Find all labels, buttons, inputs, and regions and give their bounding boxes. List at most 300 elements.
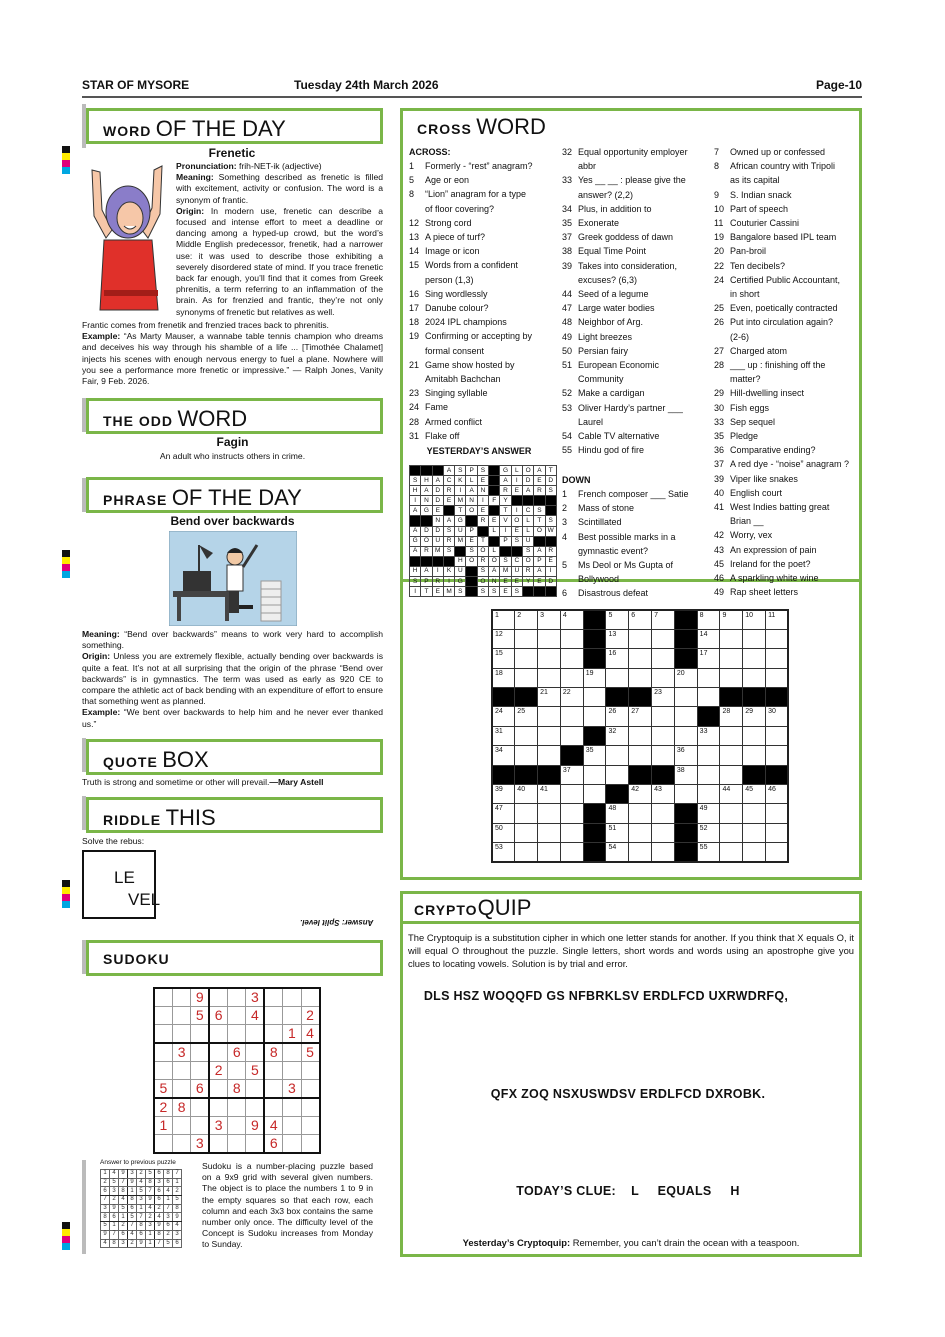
sudoku-cell[interactable] xyxy=(301,1061,319,1079)
crossword-cell[interactable]: 53 xyxy=(492,843,515,862)
crossword-cell[interactable]: 37 xyxy=(560,765,583,784)
crossword-cell[interactable] xyxy=(515,629,538,648)
clue-item xyxy=(409,230,533,244)
sudoku-cell[interactable] xyxy=(154,1061,172,1079)
answer-cell: D xyxy=(545,476,556,486)
sudoku-cell[interactable] xyxy=(283,988,301,1006)
sudoku-cell[interactable] xyxy=(154,1134,172,1152)
crossword-cell[interactable]: 51 xyxy=(606,823,629,842)
crossword-cell[interactable] xyxy=(652,823,675,842)
sudoku-cell[interactable]: 5 xyxy=(154,1079,172,1097)
clue-number: 15 xyxy=(409,260,420,271)
crossword-cell[interactable] xyxy=(629,726,652,745)
crossword-cell[interactable] xyxy=(515,843,538,862)
crossword-cell[interactable] xyxy=(560,726,583,745)
sudoku-cell[interactable] xyxy=(154,988,172,1006)
answer-cell: K xyxy=(443,566,454,576)
sudoku-cell[interactable] xyxy=(209,1079,227,1097)
sudoku-cell[interactable] xyxy=(228,988,246,1006)
sudoku-cell[interactable] xyxy=(191,1061,209,1079)
sudoku-cell[interactable] xyxy=(246,1098,264,1116)
crossword-cell[interactable]: 22 xyxy=(560,688,583,707)
sudoku-cell[interactable] xyxy=(228,1116,246,1134)
sudoku-cell[interactable] xyxy=(172,1006,190,1024)
answer-cell xyxy=(421,516,432,526)
clue-text: gymnastic event? xyxy=(578,545,649,556)
clue-item xyxy=(562,301,688,315)
sudoku-cell[interactable]: 8 xyxy=(172,1098,190,1116)
crossword-cell[interactable]: 35 xyxy=(583,746,606,765)
header-big: BOX xyxy=(162,747,209,772)
crossword-cell[interactable] xyxy=(606,746,629,765)
crossword-cell[interactable]: 29 xyxy=(743,707,766,726)
sudoku-cell[interactable] xyxy=(191,1116,209,1134)
sudoku-cell[interactable] xyxy=(172,988,190,1006)
crossword-cell[interactable]: 13 xyxy=(606,629,629,648)
crossword-cell[interactable]: 44 xyxy=(720,785,743,804)
crossword-cell[interactable] xyxy=(515,726,538,745)
sudoku-cell[interactable]: 5 xyxy=(246,1061,264,1079)
crossword-cell[interactable] xyxy=(560,649,583,668)
crossword-cell[interactable]: 45 xyxy=(743,785,766,804)
sudoku-cell[interactable]: 3 xyxy=(209,1116,227,1134)
crossword-cell[interactable] xyxy=(560,785,583,804)
crossword-cell[interactable] xyxy=(652,746,675,765)
black-square xyxy=(583,823,606,842)
crossword-cell[interactable] xyxy=(743,629,766,648)
sudoku-cell[interactable] xyxy=(191,1043,209,1061)
answer-cell xyxy=(466,577,477,587)
sudoku-cell[interactable] xyxy=(246,1079,264,1097)
clue-number: 37 xyxy=(714,459,725,470)
clue-item xyxy=(562,315,688,329)
sudoku-cell[interactable] xyxy=(228,1025,246,1043)
crossword-cell[interactable] xyxy=(560,668,583,687)
crossword-cell[interactable] xyxy=(538,668,561,687)
crossword-row xyxy=(492,765,788,784)
crossword-cell[interactable] xyxy=(538,707,561,726)
sudoku-cell[interactable] xyxy=(154,1025,172,1043)
crossword-cell[interactable] xyxy=(766,746,789,765)
crossword-cell[interactable] xyxy=(560,823,583,842)
answer-cell: E xyxy=(545,556,556,566)
header-small: CRYPTO xyxy=(414,902,478,918)
crossword-cell[interactable]: 33 xyxy=(697,726,720,745)
crossword-cell[interactable]: 24 xyxy=(492,707,515,726)
sudoku-description: Sudoku is a number-placing puzzle based on a 9x9 grid with several given numbers. The object is to place the numbers 1 to 9 in the empty squares so that each row, each column and each 3x3 box contains the same number only once. The difficulty level of the Concept is Sudoku increases from Monday to Sunday. xyxy=(202,1161,373,1250)
sudoku-cell[interactable] xyxy=(172,1116,190,1134)
header-small: QUOTE xyxy=(103,754,158,770)
crossword-cell[interactable] xyxy=(652,668,675,687)
crossword-cell[interactable] xyxy=(697,746,720,765)
crossword-cell[interactable]: 18 xyxy=(492,668,515,687)
crossword-cell[interactable] xyxy=(674,726,697,745)
sudoku-cell[interactable] xyxy=(209,1025,227,1043)
sudoku-cell[interactable]: 9 xyxy=(246,1116,264,1134)
clue-item xyxy=(714,486,849,500)
crossword-cell[interactable] xyxy=(743,823,766,842)
crossword-cell[interactable]: 50 xyxy=(492,823,515,842)
sudoku-cell[interactable] xyxy=(246,1043,264,1061)
crossword-cell[interactable] xyxy=(720,649,743,668)
answer-cell: O xyxy=(466,556,477,566)
crossword-cell[interactable] xyxy=(629,668,652,687)
crossword-cell[interactable] xyxy=(652,843,675,862)
crossword-cell[interactable]: 17 xyxy=(697,649,720,668)
crossword-cell[interactable]: 34 xyxy=(492,746,515,765)
clue-item xyxy=(562,273,688,287)
registration-mark xyxy=(62,550,70,557)
crossword-cell[interactable]: 42 xyxy=(629,785,652,804)
crossword-cell[interactable] xyxy=(560,629,583,648)
crossword-cell[interactable] xyxy=(743,804,766,823)
clue-item xyxy=(714,188,849,202)
answer-cell: M xyxy=(432,546,443,556)
sudoku-cell[interactable] xyxy=(264,1061,282,1079)
crossword-cell[interactable] xyxy=(515,823,538,842)
sudoku-cell[interactable]: 6 xyxy=(228,1043,246,1061)
crossword-cell[interactable] xyxy=(720,804,743,823)
sudoku-cell[interactable] xyxy=(209,988,227,1006)
sudoku-cell[interactable] xyxy=(301,1079,319,1097)
crossword-cell[interactable] xyxy=(538,746,561,765)
clue-number: 4 xyxy=(562,531,568,542)
crossword-cell[interactable] xyxy=(583,707,606,726)
crossword-cell[interactable] xyxy=(743,843,766,862)
answer-cell: S xyxy=(443,546,454,556)
crossword-cell[interactable] xyxy=(652,804,675,823)
crossword-cell[interactable] xyxy=(766,649,789,668)
crossword-cell[interactable]: 30 xyxy=(766,707,789,726)
black-square xyxy=(674,610,697,629)
clue-item xyxy=(562,429,688,443)
answer-cell: S xyxy=(511,536,522,546)
crossword-cell[interactable] xyxy=(697,785,720,804)
crossword-cell[interactable] xyxy=(629,629,652,648)
sudoku-cell[interactable] xyxy=(264,1098,282,1116)
crossword-cell[interactable] xyxy=(515,668,538,687)
crossword-cell[interactable] xyxy=(652,649,675,668)
crossword-cell[interactable] xyxy=(766,823,789,842)
masthead xyxy=(82,76,862,98)
clue-number: 6 xyxy=(562,588,568,599)
crossword-cell[interactable] xyxy=(629,843,652,862)
crossword-cell[interactable] xyxy=(652,707,675,726)
clue-item xyxy=(714,571,849,585)
crossword-row xyxy=(492,823,788,842)
crossword-cell[interactable] xyxy=(674,707,697,726)
crossword-cell[interactable]: 8 xyxy=(697,610,720,629)
crossword-cell[interactable]: 21 xyxy=(538,688,561,707)
crossword-cell[interactable] xyxy=(583,688,606,707)
crossword-cell[interactable] xyxy=(766,668,789,687)
crossword-cell[interactable]: 1 xyxy=(492,610,515,629)
clue-item xyxy=(714,202,849,216)
clue-item xyxy=(562,173,688,187)
crossword-cell[interactable]: 5 xyxy=(606,610,629,629)
crossword-cell[interactable] xyxy=(538,843,561,862)
crossword-cell[interactable] xyxy=(720,765,743,784)
answer-cell: S xyxy=(410,476,421,486)
sudoku-cell[interactable] xyxy=(246,1134,264,1152)
sudoku-cell[interactable]: 9 xyxy=(191,988,209,1006)
crossword-cell[interactable]: 25 xyxy=(515,707,538,726)
crossword-cell[interactable] xyxy=(766,843,789,862)
crossword-cell[interactable] xyxy=(515,746,538,765)
answer-row xyxy=(410,526,557,536)
sudoku-cell[interactable]: 2 xyxy=(301,1006,319,1024)
crossword-cell[interactable]: 41 xyxy=(538,785,561,804)
crossword-cell[interactable]: 40 xyxy=(515,785,538,804)
crossword-cell[interactable] xyxy=(743,746,766,765)
sudoku-cell[interactable]: 4 xyxy=(301,1025,319,1043)
clue-item xyxy=(562,188,688,202)
sudoku-cell[interactable]: 8 xyxy=(264,1043,282,1061)
sudoku-cell[interactable]: 3 xyxy=(283,1079,301,1097)
sudoku-cell[interactable]: 2 xyxy=(154,1098,172,1116)
crossword-cell[interactable] xyxy=(515,804,538,823)
crossword-cell[interactable]: 26 xyxy=(606,707,629,726)
crossword-cell[interactable] xyxy=(766,726,789,745)
sudoku-cell: 3 xyxy=(155,1178,164,1187)
sudoku-row xyxy=(101,1178,182,1187)
crossword-cell[interactable]: 14 xyxy=(697,629,720,648)
sudoku-cell[interactable] xyxy=(264,1006,282,1024)
crossword-cell[interactable]: 36 xyxy=(674,746,697,765)
sudoku-cell[interactable] xyxy=(172,1079,190,1097)
crossword-cell[interactable]: 6 xyxy=(629,610,652,629)
crossword-cell[interactable] xyxy=(629,804,652,823)
sudoku-cell[interactable] xyxy=(264,1079,282,1097)
sudoku-cell[interactable] xyxy=(228,1134,246,1152)
answer-cell: D xyxy=(522,476,533,486)
crossword-cell[interactable]: 32 xyxy=(606,726,629,745)
crossword-cell[interactable] xyxy=(560,707,583,726)
sudoku-cell[interactable] xyxy=(283,1116,301,1134)
crossword-cell[interactable] xyxy=(538,726,561,745)
crossword-cell[interactable]: 11 xyxy=(766,610,789,629)
yesterday-crossword-grid xyxy=(409,465,557,597)
crossword-cell[interactable] xyxy=(720,843,743,862)
crossword-cell[interactable] xyxy=(515,649,538,668)
sudoku-cell[interactable]: 5 xyxy=(301,1043,319,1061)
registration-mark xyxy=(62,880,70,887)
answer-cell: U xyxy=(522,536,533,546)
sudoku-cell[interactable] xyxy=(301,988,319,1006)
answer-cell: I xyxy=(511,476,522,486)
clue-number: 16 xyxy=(409,288,420,299)
sudoku-cell[interactable] xyxy=(154,1006,172,1024)
answer-cell xyxy=(545,536,556,546)
crossword-cell[interactable] xyxy=(697,668,720,687)
crossword-cell[interactable]: 49 xyxy=(697,804,720,823)
crossword-cell[interactable] xyxy=(743,668,766,687)
crossword-cell[interactable] xyxy=(538,823,561,842)
crossword-cell[interactable]: 7 xyxy=(652,610,675,629)
sudoku-cell[interactable] xyxy=(283,1006,301,1024)
crossword-cell[interactable] xyxy=(583,765,606,784)
clue-number: 42 xyxy=(714,530,725,541)
sudoku-cell[interactable] xyxy=(246,1025,264,1043)
crossword-cell[interactable] xyxy=(560,843,583,862)
clue-item xyxy=(562,344,688,358)
crossword-cell[interactable]: 28 xyxy=(720,707,743,726)
crossword-cell[interactable] xyxy=(652,629,675,648)
origin-text: Unless you are extremely flexible, actually bending over backwards is quite a feat. It’s not at all surprising that the origin of the phrase “Bend over backwards” is in gymnastics. The term was used as early as 920 CE to compare the athletic act of back bending with an expenditure of effort to ensure that something went as planned. xyxy=(82,651,383,707)
answer-cell: N xyxy=(466,496,477,506)
crossword-cell[interactable] xyxy=(538,649,561,668)
black-square xyxy=(674,804,697,823)
crossword-cell[interactable]: 47 xyxy=(492,804,515,823)
crossword-cell[interactable] xyxy=(538,629,561,648)
crossword-cell[interactable] xyxy=(606,668,629,687)
sudoku-cell[interactable] xyxy=(172,1134,190,1152)
crossword-cell[interactable]: 3 xyxy=(538,610,561,629)
answer-cell: D xyxy=(545,577,556,587)
sudoku-cell[interactable] xyxy=(283,1043,301,1061)
sudoku-cell[interactable] xyxy=(264,988,282,1006)
clue-number: 8 xyxy=(714,161,720,172)
sudoku-cell: 5 xyxy=(173,1196,182,1205)
crossword-cell[interactable]: 2 xyxy=(515,610,538,629)
crossword-cell[interactable] xyxy=(606,765,629,784)
sudoku-cell[interactable]: 8 xyxy=(228,1079,246,1097)
crossword-cell[interactable]: 43 xyxy=(652,785,675,804)
sudoku-cell[interactable] xyxy=(209,1098,227,1116)
crossword-cell[interactable]: 46 xyxy=(766,785,789,804)
answer-cell: P xyxy=(466,526,477,536)
sudoku-cell[interactable] xyxy=(301,1134,319,1152)
answer-cell: S xyxy=(477,466,488,476)
answer-cell: A xyxy=(443,466,454,476)
sudoku-cell[interactable] xyxy=(191,1025,209,1043)
sudoku-cell[interactable] xyxy=(228,1061,246,1079)
crossword-cell[interactable]: 52 xyxy=(697,823,720,842)
crossword-cell[interactable]: 23 xyxy=(652,688,675,707)
meaning-text: Something described as frenetic is filled with excitement, activity or confusion. The word is a synonym of frantic. xyxy=(176,172,383,205)
crossword-cell[interactable] xyxy=(743,649,766,668)
sudoku-cell[interactable]: 3 xyxy=(191,1134,209,1152)
crossword-cell[interactable]: 48 xyxy=(606,804,629,823)
crossword-cell[interactable] xyxy=(652,726,675,745)
crossword-cell[interactable]: 54 xyxy=(606,843,629,862)
crossword-cell[interactable] xyxy=(697,765,720,784)
sudoku-cell[interactable] xyxy=(154,1043,172,1061)
answer-cell xyxy=(421,556,432,566)
sudoku-cell[interactable]: 4 xyxy=(264,1116,282,1134)
crossword-cell[interactable] xyxy=(720,823,743,842)
crossword-cell[interactable] xyxy=(674,688,697,707)
registration-mark xyxy=(62,901,70,908)
crossword-cell[interactable]: 10 xyxy=(743,610,766,629)
sudoku-cell[interactable] xyxy=(283,1061,301,1079)
sudoku-cell[interactable]: 6 xyxy=(209,1006,227,1024)
sudoku-cell[interactable] xyxy=(209,1134,227,1152)
sudoku-cell[interactable] xyxy=(172,1025,190,1043)
crossword-cell[interactable] xyxy=(697,688,720,707)
answer-cell: E xyxy=(489,516,500,526)
sudoku-cell: 7 xyxy=(101,1196,110,1205)
crossword-cell[interactable] xyxy=(766,804,789,823)
crossword-cell[interactable]: 4 xyxy=(560,610,583,629)
sudoku-cell[interactable]: 3 xyxy=(246,988,264,1006)
crossword-cell[interactable] xyxy=(583,785,606,804)
crossword-cell[interactable]: 39 xyxy=(492,785,515,804)
crossword-cell[interactable] xyxy=(743,726,766,745)
crossword-cell[interactable]: 38 xyxy=(674,765,697,784)
crossword-cell[interactable] xyxy=(766,629,789,648)
crossword-cell[interactable]: 15 xyxy=(492,649,515,668)
answer-cell: R xyxy=(443,536,454,546)
answer-cell xyxy=(522,496,533,506)
crossword-cell[interactable] xyxy=(720,746,743,765)
crossword-cell[interactable]: 55 xyxy=(697,843,720,862)
registration-mark xyxy=(62,1243,70,1250)
answer-cell: E xyxy=(477,476,488,486)
clue-text: Rap sheet letters xyxy=(730,587,799,598)
crossword-row xyxy=(492,726,788,745)
sudoku-cell[interactable] xyxy=(264,1025,282,1043)
sudoku-cell[interactable]: 4 xyxy=(246,1006,264,1024)
sudoku-cell[interactable] xyxy=(283,1098,301,1116)
crossword-cell[interactable] xyxy=(560,804,583,823)
sudoku-cell[interactable] xyxy=(228,1006,246,1024)
crossword-cell[interactable]: 9 xyxy=(720,610,743,629)
sudoku-cell[interactable]: 1 xyxy=(283,1025,301,1043)
crossword-cell[interactable] xyxy=(629,823,652,842)
clue-item xyxy=(562,586,689,600)
clue-text: Couturier Cassini xyxy=(730,218,800,229)
sudoku-cell[interactable] xyxy=(209,1043,227,1061)
crossword-cell[interactable] xyxy=(629,649,652,668)
sudoku-cell[interactable] xyxy=(191,1098,209,1116)
sudoku-cell[interactable]: 1 xyxy=(154,1116,172,1134)
crossword-cell[interactable] xyxy=(674,785,697,804)
crossword-cell[interactable] xyxy=(720,668,743,687)
answer-cell: S xyxy=(534,506,545,516)
sudoku-cell[interactable] xyxy=(301,1116,319,1134)
crossword-cell[interactable] xyxy=(538,804,561,823)
crossword-cell[interactable]: 12 xyxy=(492,629,515,648)
answer-cell xyxy=(489,466,500,476)
registration-mark xyxy=(62,564,70,571)
sudoku-cell: 4 xyxy=(101,1239,110,1248)
sudoku-cell[interactable] xyxy=(228,1098,246,1116)
crossword-cell[interactable] xyxy=(720,629,743,648)
sudoku-cell[interactable]: 2 xyxy=(209,1061,227,1079)
sudoku-cell: 7 xyxy=(173,1170,182,1179)
sudoku-cell: 7 xyxy=(137,1213,146,1222)
crossword-cell[interactable]: 20 xyxy=(674,668,697,687)
sudoku-cell[interactable]: 6 xyxy=(264,1134,282,1152)
crossword-cell[interactable] xyxy=(629,746,652,765)
crossword-cell[interactable]: 31 xyxy=(492,726,515,745)
crossword-cell[interactable] xyxy=(720,726,743,745)
crossword-cell[interactable]: 19 xyxy=(583,668,606,687)
sudoku-cell[interactable]: 6 xyxy=(191,1079,209,1097)
sudoku-cell[interactable] xyxy=(172,1061,190,1079)
black-square xyxy=(697,707,720,726)
sudoku-cell[interactable] xyxy=(301,1098,319,1116)
clue-item xyxy=(714,528,849,542)
crossword-cell[interactable]: 27 xyxy=(629,707,652,726)
sudoku-cell[interactable] xyxy=(283,1134,301,1152)
answer-cell xyxy=(489,536,500,546)
clue-number: 28 xyxy=(409,416,420,427)
sudoku-cell[interactable]: 3 xyxy=(172,1043,190,1061)
sudoku-cell[interactable]: 5 xyxy=(191,1006,209,1024)
crossword-cell[interactable]: 16 xyxy=(606,649,629,668)
